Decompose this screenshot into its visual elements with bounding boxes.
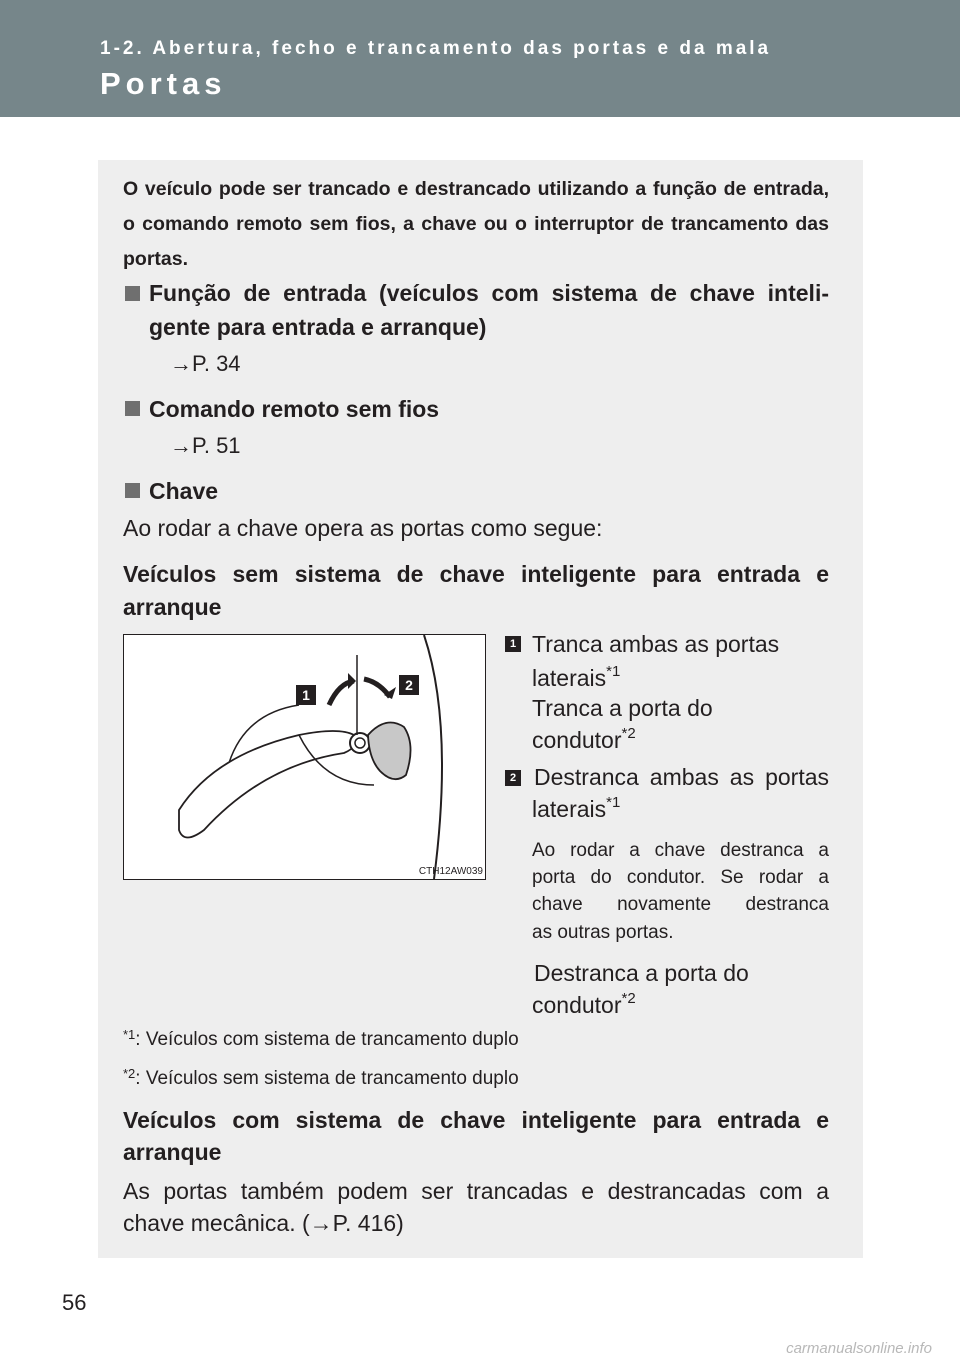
note-line-1: Ao rodar a chave destranca a [532,840,829,861]
figure-label-1: 1 [296,685,316,705]
section-label: 1-2. Abertura, fecho e trancamento das portas e da mala [100,38,772,59]
square-bullet-icon [125,483,140,498]
page-header [0,0,960,117]
note-line-2: porta do condutor. Se rodar a [532,867,829,888]
item-2-line-2: laterais$^{*1}$ [532,794,621,822]
watermark: carmanualsonline.info [786,1340,932,1357]
item-2-line-4: condutor$^{*2}$ [532,990,636,1018]
door-handle-illustration [123,634,486,880]
with-smart-key-heading-1: Veículos com sistema de chave inteligente para entrada e [123,1107,829,1133]
item-1-line-4: condutor$^{*2}$ [532,725,636,753]
door-handle-key-drawing [124,635,485,879]
key-heading: Chave [149,478,219,504]
item-2-number: 2 [505,770,521,786]
remote-ref: →P. 51 [170,433,241,458]
figure-code: CTH12AW039 [418,866,483,877]
page-number: 56 [62,1290,87,1315]
intro-paragraph: O veículo pode ser trancado e destrancado utilizando a função de entrada, o comando remoto sem fios, a chave ou o interruptor de trancamento das portas. [123,178,829,270]
square-bullet-icon [125,286,140,301]
without-smart-key-heading-1: Veículos sem sistema de chave inteligente para entrada e [123,561,829,587]
with-smart-key-text-1: As portas também podem ser trancadas e destrancadas com a [123,1178,829,1204]
entry-function-ref: →P. 34 [170,351,241,376]
note-line-4: as outras portas. [532,922,674,943]
entry-function-heading-1: Função de entrada (veículos com sistema de chave inteli- [149,280,829,306]
item-2-line-1: Destranca ambas as portas [534,764,829,790]
with-smart-key-heading-2: arranque [123,1139,222,1165]
entry-function-heading-2: gente para entrada e arranque) [149,314,487,340]
item-1-line-2: laterais$^{*1}$ [532,663,621,691]
footnote-1: $^{*1}$: Veículos com sistema de trancamento duplo [123,1027,519,1050]
square-bullet-icon [125,401,140,416]
item-2-line-3: Destranca a porta do [534,960,749,986]
figure-label-2: 2 [399,675,419,695]
key-text: Ao rodar a chave opera as portas como segue: [123,515,603,541]
footnote-2: $^{*2}$: Veículos sem sistema de trancamento duplo [123,1066,519,1089]
note-line-3: chave novamente destranca [532,894,829,915]
page-title: Portas [100,66,227,101]
item-1-number: 1 [505,636,521,652]
item-1-line-1: Tranca ambas as portas [532,631,780,657]
without-smart-key-heading-2: arranque [123,594,222,620]
with-smart-key-text-2: chave mecânica. (→P. 416) [123,1210,404,1236]
item-1-line-3: Tranca a porta do [532,695,713,721]
remote-heading: Comando remoto sem fios [149,396,440,422]
